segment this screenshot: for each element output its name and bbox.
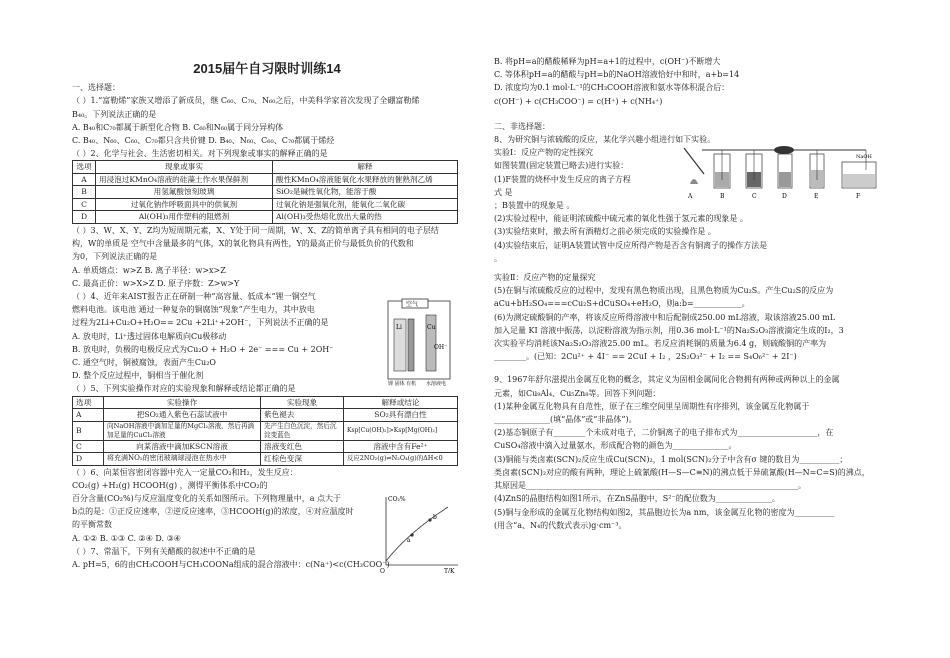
option-line: A. 单质熔点：w>Z B. 离子半径：w>x>Z bbox=[72, 265, 226, 275]
question-line: aCu+bH₂SO₄===cCu₂S+dCuSO₄+eH₂O，则a:b=____________。 bbox=[494, 299, 750, 309]
table-row bbox=[73, 453, 458, 466]
option-line: A. ①② B. ①③ C. ②④ D. ③④ bbox=[72, 533, 181, 543]
question-line: (3)实验结束时，撤去所有酒精灯之前必须完成的实验操作是 。 bbox=[494, 227, 716, 237]
table-row bbox=[73, 198, 458, 211]
question-8-part2 bbox=[494, 271, 884, 363]
table-cell: 向NaOH溶液中滴加足量的MgCl₂溶液，然后再滴加足量的CuCl₂溶液 bbox=[104, 421, 261, 440]
table-cell: 溶液变红色 bbox=[261, 440, 344, 453]
point-b bbox=[428, 518, 431, 521]
table-cell: 先产生白色沉淀，然后沉淀变蓝色 bbox=[261, 421, 344, 440]
table-cell: A bbox=[73, 173, 96, 186]
table-cell: 紫色褪去 bbox=[261, 409, 344, 422]
point-a-label: a bbox=[407, 537, 411, 544]
question-line: 元素，如Cu₉Al₄、Cu₅Zn₈等。回答下列问题： bbox=[494, 388, 661, 398]
question-line: 式 是 bbox=[494, 187, 513, 197]
apparatus-a bbox=[684, 148, 704, 200]
option-line: C. B₄₀、N₆₀、C₆₀、C₇₀都只含共价键 D. B₄₀、N₆₀、C₆₀、C₇₀都属于烯烃 bbox=[72, 136, 335, 146]
apparatus-c bbox=[746, 150, 762, 200]
label-d: D bbox=[782, 193, 787, 200]
table-header-cell: 解释或结论 bbox=[344, 396, 458, 409]
question-5 bbox=[72, 382, 462, 465]
table-cell: 酸性KMnO₄溶液能氧化水果释放的催熟剂乙烯 bbox=[273, 173, 458, 186]
table-cell: 将充满NO₂的密闭玻璃球浸泡在热水中 bbox=[104, 453, 261, 466]
option-line: A. 放电时，Li⁺透过固体电解质向Cu极移动 bbox=[72, 331, 227, 341]
question-line: (1)某种金属互化物具有自范性，原子在三维空间里呈周期性有序排列，该金属互化物属于 bbox=[494, 401, 810, 411]
apparatus-f bbox=[842, 150, 876, 200]
apparatus-e bbox=[810, 150, 824, 200]
table-cell: 把SO₂通入紫色石蕊试液中 bbox=[104, 409, 261, 422]
table-cell: 过氧化钠作呼吸面具中的供氧剂 bbox=[96, 198, 273, 211]
table-header-row bbox=[73, 396, 458, 409]
question-line: (用含“a、N₄的代数式表示)g·cm⁻³。 bbox=[494, 520, 627, 530]
question-line: CO₂(g) +H₂(g) HCOOH(g) ，测得平衡体系中CO₂的 bbox=[72, 480, 268, 490]
air-label: 空气 bbox=[406, 301, 419, 308]
label-c: C bbox=[752, 193, 757, 200]
table-cell: Al(OH)₃受热熔化放出大量的热 bbox=[273, 211, 458, 224]
table-cell: Ksp[Cu(OH)₂]>Ksp[Mg(OH)₂] bbox=[344, 421, 458, 440]
question-line: (5)在铜与浓硫酸反应的过程中，发现有黑色物质出现，且黑色物质为Cu₂S。产生Cu₂S的反应为 bbox=[494, 286, 834, 296]
question-line: 如图装置(固定装置已略去)进行实验： bbox=[494, 161, 629, 171]
table-cell: SiO₂是碱性氧化物，能溶于酸 bbox=[273, 186, 458, 199]
section-heading: 一、选择题： bbox=[72, 83, 120, 93]
option-line: c(OH⁻) + c(CH₃COO⁻) = c(H⁺) + c(NH₄⁺) bbox=[494, 96, 663, 106]
co2-temperature-graph bbox=[378, 493, 462, 573]
table-row bbox=[73, 409, 458, 422]
y-axis-label: CO₂% bbox=[388, 496, 406, 503]
question-line: (2)实验过程中，能证明浓硫酸中硫元素的氧化性强于氢元素的现象是 。 bbox=[494, 214, 748, 224]
table-cell: 过氧化钠是强氧化剂，能氧化二氧化碳 bbox=[273, 198, 458, 211]
table-cell: A bbox=[73, 409, 104, 422]
q2-table bbox=[72, 160, 458, 224]
apparatus-b bbox=[714, 150, 730, 200]
table-row bbox=[73, 211, 458, 224]
label-f: F bbox=[856, 193, 861, 200]
question-line: 燃料电池。该电池 通过一种复杂的铜腐蚀“现象”产生电力，其中放电 bbox=[72, 305, 315, 315]
battery-caption: 锂 固体 有机 bbox=[388, 381, 417, 387]
question-line: 加入足量 KI 溶液中振荡，以淀粉溶液为指示剂，用0.36 mol·L⁻¹的Na₂S₂O₃溶液滴定生成的I₂，3 bbox=[494, 325, 844, 335]
li-label: Li bbox=[396, 324, 402, 331]
table-cell: 用氢氟酸蚀刻玻璃 bbox=[96, 186, 273, 199]
question-line: 百分含量(CO₂%)与反应温度变化的关系如图所示。下列物理量中，a 点大于 bbox=[72, 493, 342, 503]
question-line: (3)铜能与类卤素(SCN)₂反应生成Cu(SCN)₂，1 mol(SCN)₂分子中含有σ 键的数目为__________； bbox=[494, 454, 848, 464]
table-header-cell: 解释 bbox=[273, 161, 458, 174]
table-header-cell: 实验现象 bbox=[261, 396, 344, 409]
apparatus-d bbox=[774, 146, 794, 200]
question-1 bbox=[72, 94, 462, 147]
question-line: (5)铜与金形成的金属互化物结构如图2，其晶胞边长为a nm，该金属互化物的密度为__________ bbox=[494, 507, 835, 517]
question-line: (2)基态铜原子有________个未成对电子，二价铜离子的电子排布式为____________________，在 bbox=[494, 428, 834, 438]
question-line: ；B装置中的现象是 。 bbox=[494, 201, 575, 211]
question-line: 次实验平均消耗该Na₂S₂O₃溶液25.00 mL。若反应消耗铜的质量为6.4 g，则硫酸铜的产率为 bbox=[494, 339, 827, 349]
right-column bbox=[494, 55, 884, 532]
naoh-label: NaOH bbox=[856, 154, 872, 160]
table-cell: B bbox=[73, 421, 104, 440]
question-line: （ ）5、下列实验操作对应的实验现象和解释或结论都正确的是 bbox=[72, 384, 296, 394]
option-line: C. 等体积pH=a的醋酸与pH=b的NaOH溶液恰好中和时，a+b=14 bbox=[494, 70, 740, 80]
question-7-continued bbox=[494, 55, 884, 108]
question-line: (4)实验结束后，证明A装置试管中反应所得产物是否含有铜离子的操作方法是 bbox=[494, 240, 768, 250]
option-line: C. 通空气时，铜被腐蚀，表面产生Cu₂O bbox=[72, 357, 216, 367]
page-title: 2015届午自习限时训练14 bbox=[193, 61, 341, 76]
question-line: ______________(填“晶体”或“非晶体”)。 bbox=[494, 415, 637, 425]
table-cell: C bbox=[73, 198, 96, 211]
battery-caption: 水溶液电 bbox=[426, 381, 447, 387]
table-cell: D bbox=[73, 453, 104, 466]
question-line: （ ）3、W、X、Y、Z均为短周期元素，X、Y处于同一周期，W、X、Z的简单离子具有相同的电子层结 bbox=[72, 225, 439, 235]
question-line: b点的是：①正反应速率，②逆反应速率，③HCOOH(g)的浓度，④对应温度时 bbox=[72, 507, 354, 517]
option-line: B. 放电时，负极的电极反应式为Cu₂O + H₂O + 2e⁻ === Cu + 2OH⁻ bbox=[72, 344, 334, 354]
question-line: 为0，下列说法正确的是 bbox=[72, 252, 158, 262]
question-line: 类卤素(SCN)₂对应的酸有两种，理论上硫氰酸(H—S—C≡N)的沸点低于异硫氰酸(H—N=C=S)的沸点， bbox=[494, 467, 870, 477]
origin-label: O bbox=[380, 568, 385, 573]
curve bbox=[386, 507, 448, 561]
question-line: 的平衡常数 bbox=[72, 520, 112, 530]
table-cell: C bbox=[73, 440, 104, 453]
question-line: 实验Ⅱ：反应产物的定量探究 bbox=[494, 273, 596, 283]
table-cell: 溶液中含有Fe²⁺ bbox=[344, 440, 458, 453]
question-4 bbox=[72, 290, 372, 382]
label-a: A bbox=[688, 193, 693, 200]
table-cell: Al(OH)₃用作塑料的阻燃剂 bbox=[96, 211, 273, 224]
question-line: B₄₀。下列说法正确的是 bbox=[72, 109, 157, 119]
question-line: （ ）7、常温下，下列有关醋酸的叙述中不正确的是 bbox=[72, 546, 256, 556]
question-line: 其原因是____________________________________________________________________。 bbox=[494, 481, 806, 491]
table-header-cell: 现象或事实 bbox=[96, 161, 273, 174]
table-cell: SO₂具有漂白性 bbox=[344, 409, 458, 422]
table-cell: D bbox=[73, 211, 96, 224]
table-header-cell: 实验操作 bbox=[104, 396, 261, 409]
question-line: 构，W的单质是 空气中含量最多的气体，X的氧化物具有两性，Y的最高正价与最低负价的代数和 bbox=[72, 239, 414, 249]
question-line: (4)ZnS的晶胞结构如图1所示，在ZnS晶胞中，S²⁻的配位数为______________。 bbox=[494, 494, 780, 504]
label-e: E bbox=[814, 193, 819, 200]
question-line: 实验Ⅰ：反应产物的定性探究 bbox=[494, 148, 594, 158]
table-cell: 红棕色变深 bbox=[261, 453, 344, 466]
table-header-row bbox=[73, 161, 458, 174]
table-row bbox=[73, 173, 458, 186]
option-line: C. 最高正价：w>X>Z D. 原子序数：Z>w>Y bbox=[72, 278, 240, 288]
table-header-cell: 选项 bbox=[73, 161, 96, 174]
point-b-label: b bbox=[433, 514, 437, 521]
table-cell: 反应2NO₂(g)⇌N₂O₄(g)的ΔH<0 bbox=[344, 453, 458, 466]
option-line: B. 将pH=a的醋酸稀释为pH=a+1的过程中，c(OH⁻)不断增大 bbox=[494, 57, 721, 66]
question-line: (1)F装置的烧杯中发生反应的离子方程 bbox=[494, 174, 631, 184]
label-b: B bbox=[720, 193, 725, 200]
question-9 bbox=[494, 373, 884, 531]
option-line: A. pH=5，6的由CH₃COOH与CH₃COONa组成的混合溶液中：c(Na⁺)<c(CH₃COO⁻) bbox=[72, 559, 390, 569]
battery-diagram bbox=[374, 297, 460, 389]
question-line: 9、1967年舒尔滋提出金属互化物的概念，其定义为固相金属间化合物拥有两种或两种以上的金属 bbox=[494, 375, 840, 385]
question-line: （ ）1.“富勒烯”家族又增添了新成员，继 C₆₀、C₇₀、N₆₀之后，中美科学家首次发现了全硼富勒烯 bbox=[72, 96, 420, 106]
question-3 bbox=[72, 224, 462, 290]
table-cell: 向某溶液中滴加KSCN溶液 bbox=[104, 440, 261, 453]
table-row bbox=[73, 186, 458, 199]
question-2 bbox=[72, 147, 462, 224]
cu-label: Cu bbox=[427, 324, 436, 331]
point-a bbox=[410, 533, 413, 536]
question-line: CuSO₄溶液中滴入过量氨水，形成配合物的颜色为______________。 bbox=[494, 441, 737, 451]
q5-table bbox=[72, 396, 458, 466]
table-row bbox=[73, 440, 458, 453]
option-line: A. B₄₀和C₇₀都属于新型化合物 B. C₆₀和N₆₀属于同分异构体 bbox=[72, 122, 284, 132]
table-cell: 用浸泡过KMnO₄溶液的硅藻土作水果保鲜剂 bbox=[96, 173, 273, 186]
question-6 bbox=[72, 466, 382, 545]
table-header-cell: 选项 bbox=[73, 396, 104, 409]
table-cell: B bbox=[73, 186, 96, 199]
question-line: 。 bbox=[494, 253, 502, 263]
option-line: D. 浓度均为0.1 mol·L⁻¹的CH₃COOH溶液和氨水等体积混合后： bbox=[494, 83, 730, 93]
x-axis-label: T/K bbox=[444, 568, 455, 573]
question-line: （ ）6、向某恒容密闭容器中充入一定量CO₂和H₂，发生反应： bbox=[72, 467, 298, 477]
section-heading: 二、非选择题： bbox=[494, 121, 550, 131]
question-line: 8、为研究铜与浓硫酸的反应，某化学兴趣小组进行如下实验。 bbox=[494, 135, 716, 145]
question-line: (6)为测定硫酸铜的产率，将该反应所得溶液中和后配制成250.00 mL溶液，取该溶液25.00 mL bbox=[494, 312, 836, 322]
question-line: 过程为2Li+Cu₂O+H₂O== 2Cu +2Li⁺+2OH⁻，下列说法不正确的是 bbox=[72, 318, 329, 328]
question-line: （ ）4、近年来AIST报告正在研制一种“高容量、低成本”锂一铜空气 bbox=[72, 291, 316, 301]
question-line: （ ）2、化学与社会、生活密切相关。对下列现象或事实的解释正确的是 bbox=[72, 149, 328, 159]
apparatus-diagram bbox=[680, 140, 882, 202]
solid-electrolyte bbox=[408, 319, 414, 371]
table-row bbox=[73, 421, 458, 440]
oh-label: OH⁻ bbox=[434, 344, 448, 351]
question-line: ________。(已知：2Cu²⁺ + 4I⁻ == 2CuI + I₂ ，2S₂O₃²⁻ + I₂ == S₄O₆²⁻ + 2I⁻) bbox=[494, 352, 797, 362]
option-line: D. 整个反应过程中，铜相当于催化剂 bbox=[72, 371, 204, 381]
